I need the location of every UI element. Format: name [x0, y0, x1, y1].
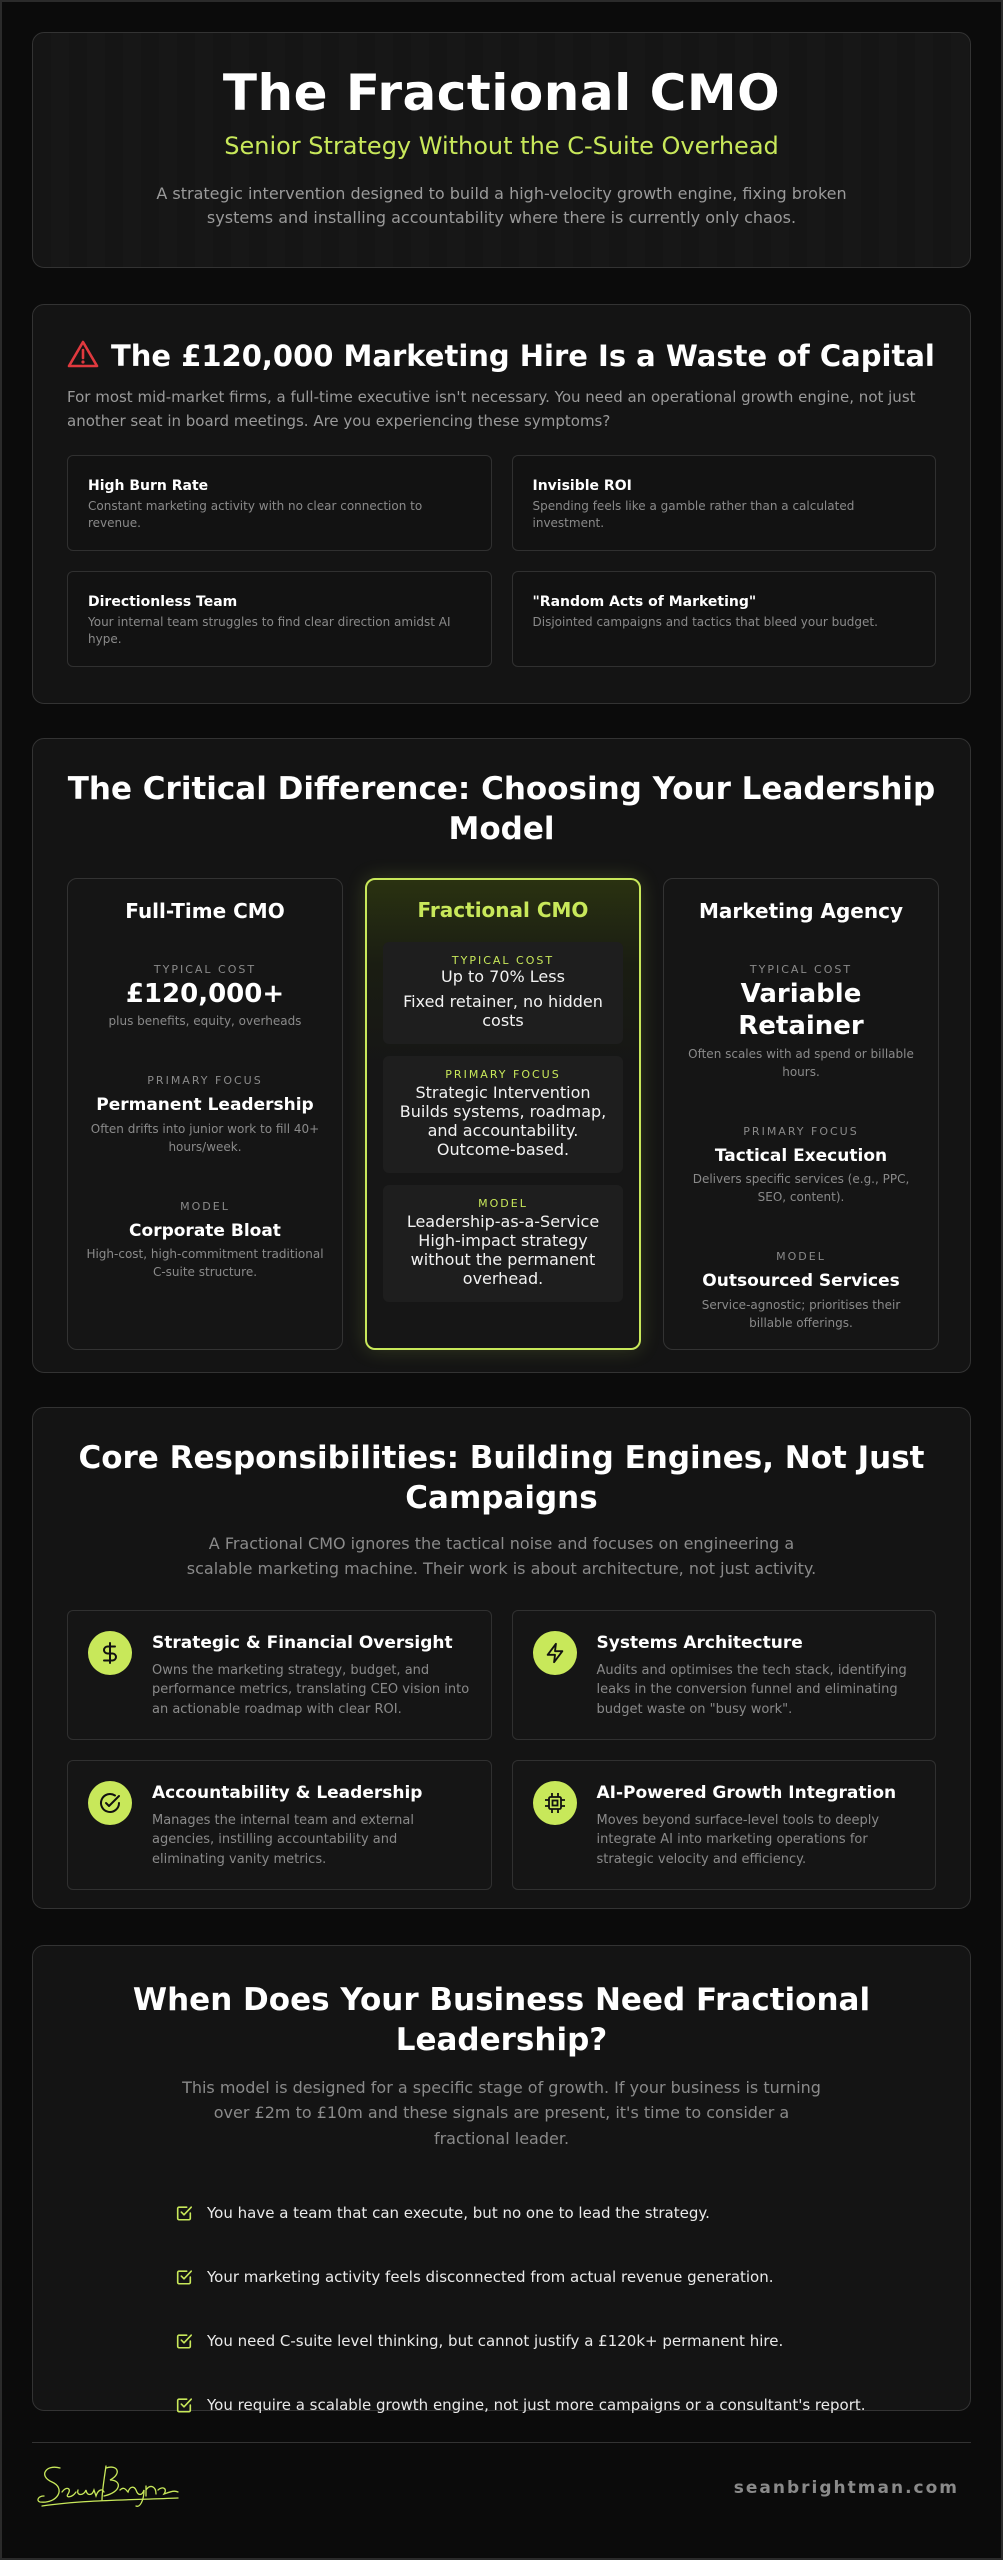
hero-section: [32, 32, 971, 268]
symptom-card: [512, 571, 937, 667]
cost-value: Up to 70% Less: [441, 966, 565, 986]
responsibility-title: Accountability & Leadership: [152, 1782, 423, 1803]
responsibility-title: Strategic & Financial Oversight: [152, 1632, 453, 1653]
chip-icon: [533, 1781, 577, 1825]
list-item: [175, 2373, 936, 2437]
focus-value: Permanent Leadership: [96, 1095, 314, 1116]
responsibility-card: [67, 1760, 492, 1890]
cost-label: TYPICAL COST: [153, 962, 257, 976]
responsibility-desc: Audits and optimises the tech stack, identifying leaks in the conversion funnel and eliminating budget waste on "busy work".: [596, 1662, 907, 1717]
focus-block: [383, 1056, 623, 1173]
page-title: The Fractional CMO: [222, 64, 781, 122]
focus-label: PRIMARY FOCUS: [147, 1074, 263, 1088]
footer: [32, 2442, 971, 2532]
problem-section: [32, 304, 971, 704]
focus-note: Delivers specific services (e.g., PPC, SEO, content).: [692, 1172, 910, 1205]
column-title: Full-Time CMO: [125, 898, 285, 923]
responsibilities-title: Core Responsibilities: Building Engines, Not Just Campaigns: [78, 1440, 925, 1517]
symptom-desc: Spending feels like a gamble rather than a calculated investment.: [532, 499, 855, 531]
symptom-desc: Your internal team struggles to find clear direction amidst AI hype.: [88, 615, 451, 647]
checkbox-check-icon: [175, 2332, 193, 2350]
model-block: [680, 1250, 922, 1332]
responsibility-title: AI-Powered Growth Integration: [596, 1782, 897, 1803]
cost-note: Often scales with ad spend or billable hours.: [688, 1046, 914, 1079]
column-full-time-cmo: [67, 878, 343, 1350]
symptom-desc: Constant marketing activity with no clear connection to revenue.: [88, 499, 423, 531]
cost-block: [84, 963, 326, 1031]
focus-block: [84, 1074, 326, 1156]
hero-description: A strategic intervention designed to build a high-velocity growth engine, fixing broken systems and installing accountability where there is currently only chaos.: [156, 184, 847, 227]
cost-note: Fixed retainer, no hidden costs: [403, 991, 603, 1030]
responsibility-card: [512, 1610, 937, 1740]
problem-title: The £120,000 Marketing Hire Is a Waste of Capital: [111, 339, 935, 373]
model-note: Service-agnostic; prioritises their billable offerings.: [701, 1297, 901, 1330]
symptom-card: [512, 455, 937, 551]
symptom-title: "Random Acts of Marketing": [532, 594, 757, 610]
list-item: [175, 2245, 936, 2309]
list-item: [175, 2309, 936, 2373]
column-marketing-agency: [663, 878, 939, 1350]
model-label: MODEL: [180, 1199, 230, 1213]
symptoms-grid: [67, 455, 936, 667]
responsibility-desc: Moves beyond surface-level tools to deeply integrate AI into marketing operations for strategic velocity and efficiency.: [596, 1812, 880, 1867]
check-circle-icon: [88, 1781, 132, 1825]
symptom-desc: Disjointed campaigns and tactics that bleed your budget.: [532, 615, 878, 629]
model-note: High-impact strategy without the permanent overhead.: [410, 1230, 596, 1288]
signal-text: You have a team that can execute, but no one to lead the strategy.: [207, 2204, 710, 2223]
signals-list: [67, 2181, 936, 2437]
symptom-card: [67, 455, 492, 551]
focus-value: Strategic Intervention: [415, 1082, 591, 1102]
column-title: Fractional CMO: [417, 897, 589, 922]
symptom-card: [67, 571, 492, 667]
signal-text: You require a scalable growth engine, not just more campaigns or a consultant's report.: [207, 2396, 866, 2415]
warning-icon: [67, 339, 111, 373]
problem-intro: For most mid-market firms, a full-time executive isn't necessary. You need an operational growth engine, not just another seat in board meetings. Are you experiencing these symptoms?: [67, 388, 916, 430]
hero-subtitle: Senior Strategy Without the C-Suite Overhead: [224, 132, 779, 160]
cost-value: £120,000+: [125, 978, 285, 1009]
model-note: High-cost, high-commitment traditional C-suite structure.: [86, 1247, 324, 1280]
lightning-icon: [533, 1631, 577, 1675]
model-value: Corporate Bloat: [129, 1220, 281, 1241]
focus-label: PRIMARY FOCUS: [445, 1067, 561, 1081]
signals-description: This model is designed for a specific stage of growth. If your business is turning over £2m to £10m and these signals are present, it's time to consider a fractional leader.: [182, 2077, 821, 2148]
model-label: MODEL: [776, 1250, 826, 1264]
dollar-icon: [88, 1631, 132, 1675]
signals-title: When Does Your Business Need Fractional Leadership?: [132, 1982, 871, 2059]
comparison-title: The Critical Difference: Choosing Your Leadership Model: [67, 771, 936, 848]
symptom-title: High Burn Rate: [88, 478, 209, 494]
focus-label: PRIMARY FOCUS: [743, 1124, 859, 1138]
responsibility-card: [512, 1760, 937, 1890]
symptom-title: Directionless Team: [88, 594, 238, 610]
focus-note: Builds systems, roadmap, and accountability. Outcome-based.: [399, 1101, 607, 1159]
model-value: Leadership-as-a-Service: [406, 1211, 600, 1231]
checkbox-check-icon: [175, 2204, 193, 2222]
responsibility-card: [67, 1610, 492, 1740]
responsibility-title: Systems Architecture: [596, 1632, 803, 1653]
symptom-title: Invisible ROI: [532, 478, 632, 494]
comparison-columns: [67, 878, 936, 1350]
cost-note: plus benefits, equity, overheads: [108, 1014, 302, 1029]
cost-block: [383, 942, 623, 1044]
checkbox-check-icon: [175, 2268, 193, 2286]
model-block: [84, 1200, 326, 1282]
comparison-section: [32, 738, 971, 1373]
responsibility-desc: Owns the marketing strategy, budget, and performance metrics, translating CEO vision into an actionable roadmap with clear ROI.: [152, 1662, 470, 1717]
responsibilities-section: [32, 1407, 971, 1909]
cost-block: [680, 963, 922, 1081]
model-block: [383, 1185, 623, 1302]
cost-value: Variable Retainer: [738, 978, 864, 1042]
column-fractional-cmo: [365, 878, 641, 1350]
signal-text: Your marketing activity feels disconnected from actual revenue generation.: [207, 2268, 774, 2287]
focus-note: Often drifts into junior work to fill 40+ hours/week.: [90, 1121, 320, 1154]
focus-value: Tactical Execution: [714, 1145, 888, 1166]
checkbox-check-icon: [175, 2396, 193, 2414]
website-link[interactable]: seanbrightman.com: [733, 2477, 959, 2498]
model-value: Outsourced Services: [702, 1271, 900, 1292]
responsibility-desc: Manages the internal team and external agencies, instilling accountability and eliminating vanity metrics.: [152, 1812, 414, 1867]
responsibilities-grid: [67, 1610, 936, 1890]
cost-label: TYPICAL COST: [749, 962, 853, 976]
column-title: Marketing Agency: [698, 898, 903, 923]
model-label: MODEL: [478, 1196, 528, 1210]
signals-section: [32, 1945, 971, 2415]
responsibilities-description: A Fractional CMO ignores the tactical noise and focuses on engineering a scalable marketing machine. Their work is about architecture, not just activity.: [186, 1533, 817, 1579]
list-item: [175, 2181, 936, 2245]
focus-block: [680, 1125, 922, 1207]
cost-label: TYPICAL COST: [451, 953, 555, 967]
signal-text: You need C-suite level thinking, but cannot justify a £120k+ permanent hire.: [207, 2332, 784, 2351]
signature-logo: [32, 2456, 182, 2520]
